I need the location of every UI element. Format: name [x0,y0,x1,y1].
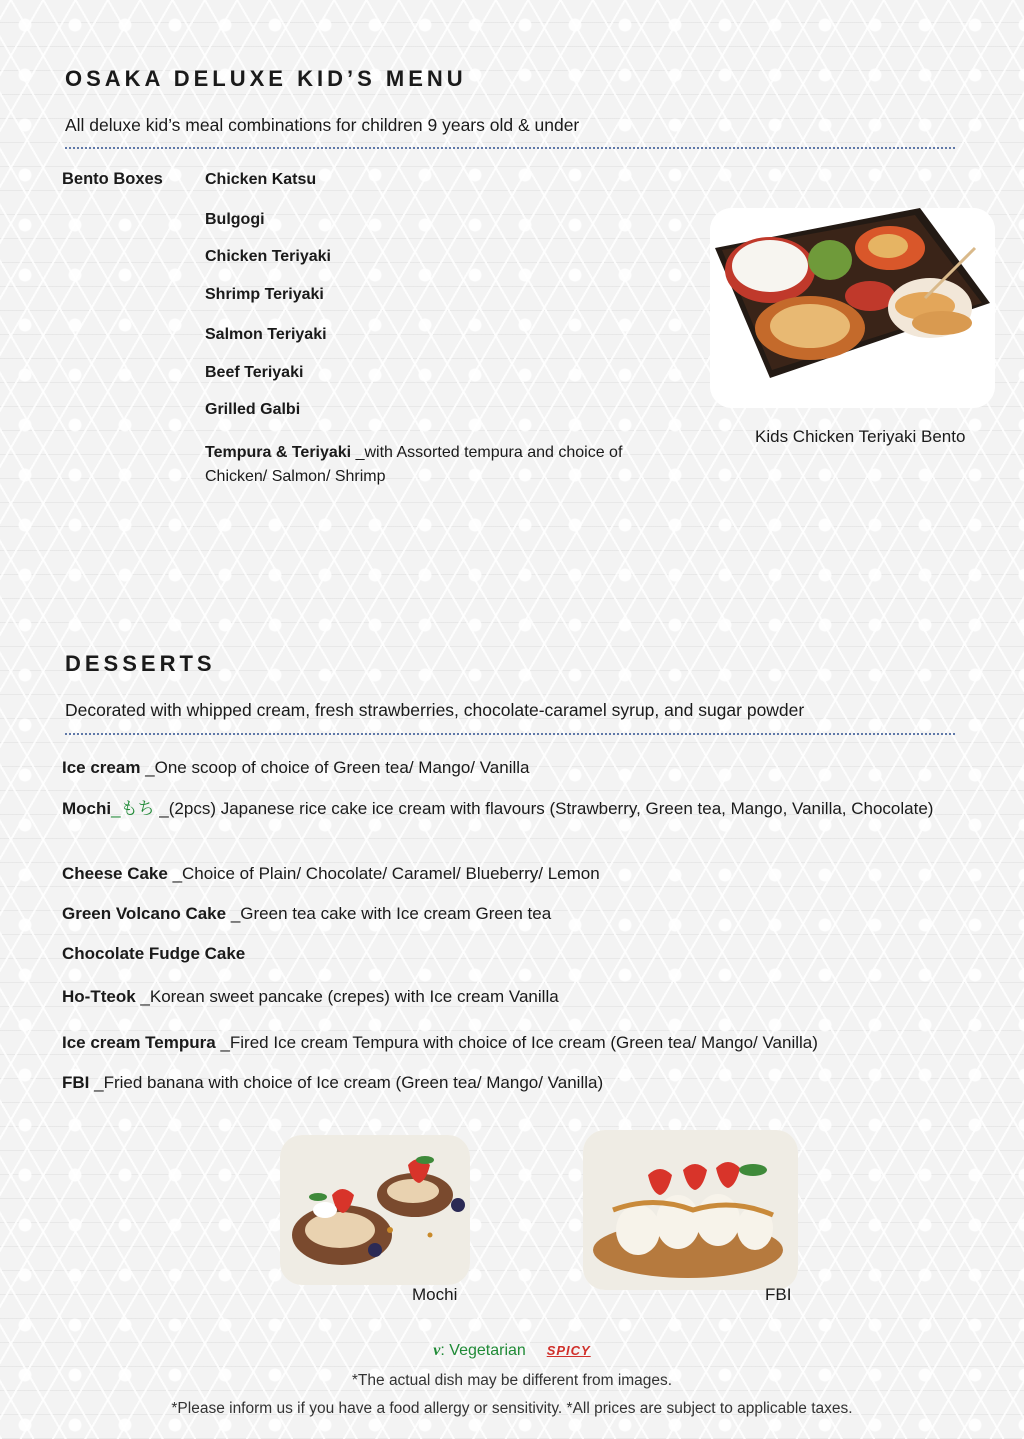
dessert-desc: _(2pcs) Japanese rice cake ice cream with flavours (Strawberry, Green tea, Mango, Vanilla, Chocolate) [154,799,934,818]
bento-category-label: Bento Boxes [62,170,163,188]
bento-item: Salmon Teriyaki [205,326,327,343]
dessert-jp-name: _もち [111,799,155,818]
bento-item: Chicken Teriyaki [205,248,331,265]
bento-combo-name: Tempura & Teriyaki [205,444,352,461]
kids-menu-subtitle: All deluxe kid’s meal combinations for children 9 years old & under [65,115,580,135]
dessert-name: Cheese Cake [62,864,168,883]
bento-item: Grilled Galbi [205,401,301,418]
kids-menu-title: OSAKA DELUXE KID’S MENU [65,66,467,91]
dessert-name: Ice cream [62,758,141,777]
bento-photo-caption: Kids Chicken Teriyaki Bento [755,427,966,446]
dessert-item [62,942,942,966]
mochi-photo [280,1135,470,1285]
bento-item: Shrimp Teriyaki [205,286,324,303]
dessert-item [62,902,942,926]
dessert-item [62,1031,962,1055]
dessert-name: Mochi [62,799,112,818]
bento-item: Bulgogi [205,211,265,228]
bento-combo-desc: _with Assorted tempura and choice of [351,444,623,461]
bento-combo-choices: Chicken/ Salmon/ Shrimp [205,468,386,485]
dessert-desc: _Green tea cake with Ice cream Green tea [226,904,552,923]
dessert-desc: _Korean sweet pancake (crepes) with Ice cream Vanilla [135,987,559,1006]
dessert-desc: _Fried banana with choice of Ice cream (Green tea/ Mango/ Vanilla) [89,1073,604,1092]
vegetarian-symbol: v [433,1342,441,1359]
bento-photo [710,208,995,408]
legend [0,1342,1024,1360]
dessert-desc: _Fired Ice cream Tempura with choice of Ice cream (Green tea/ Mango/ Vanilla) [215,1033,818,1052]
spicy-label: SPICY [546,1343,591,1358]
footnote-image-disclaimer: *The actual dish may be different from images. [351,1372,673,1389]
dessert-name: Green Volcano Cake [62,904,227,923]
dessert-desc: _Choice of Plain/ Chocolate/ Caramel/ Blueberry/ Lemon [167,864,600,883]
bento-item: Beef Teriyaki [205,364,304,381]
vegetarian-label: : Vegetarian [440,1342,526,1359]
dessert-item [62,797,942,821]
mochi-photo-caption: Mochi [412,1285,458,1304]
dessert-item [62,756,942,780]
dessert-name: FBI [62,1073,90,1092]
bento-item: Chicken Katsu [205,171,317,188]
bento-combo-item [205,441,685,489]
dessert-name: Ice cream Tempura [62,1033,216,1052]
desserts-subtitle: Decorated with whipped cream, fresh strawberries, chocolate-caramel syrup, and sugar powder [65,700,805,720]
dessert-item [62,985,942,1009]
dessert-name: Ho-Tteok [62,987,136,1006]
dessert-item [62,1071,942,1095]
desserts-title: DESSERTS [65,651,216,676]
footnote-allergy-taxes: *Please inform us if you have a food allergy or sensitivity. *All prices are subject to applicable taxes. [171,1400,853,1417]
desserts-divider [65,733,955,735]
fbi-photo [583,1130,798,1290]
dessert-name: Chocolate Fudge Cake [62,944,246,963]
dessert-desc: _One scoop of choice of Green tea/ Mango/ Vanilla [140,758,530,777]
fbi-photo-caption: FBI [765,1285,792,1304]
kids-divider [65,147,955,149]
dessert-item [62,862,942,886]
